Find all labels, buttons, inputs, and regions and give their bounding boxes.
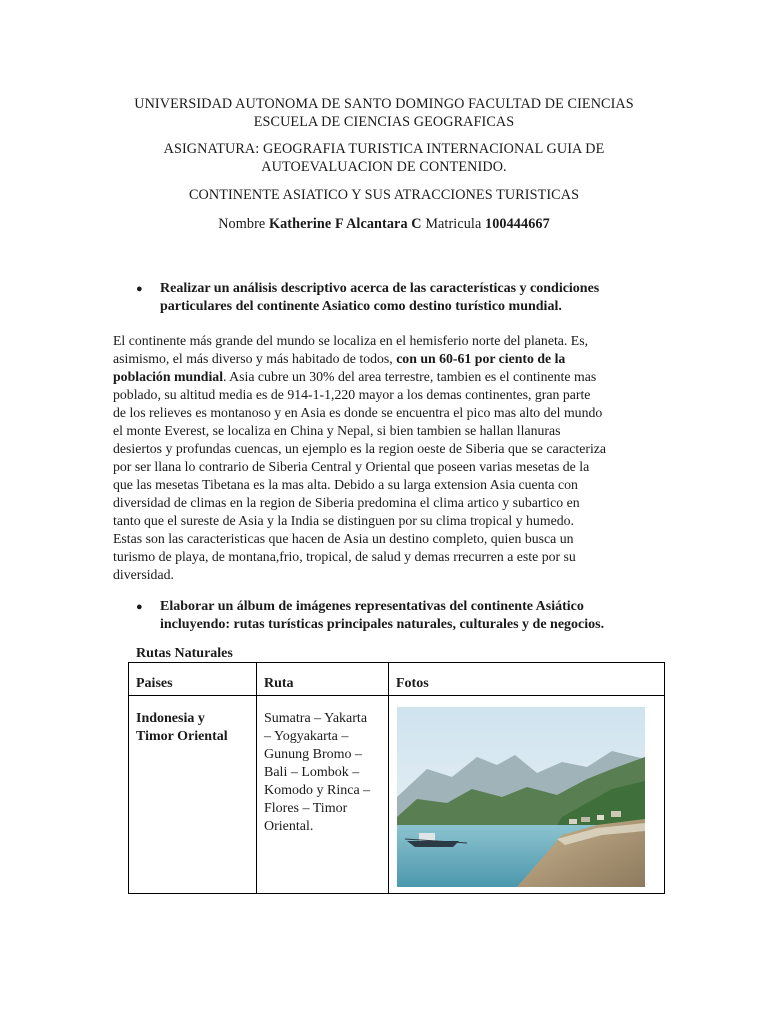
paragraph-text: asimismo, el más diverso y más habitado de todos, <box>113 351 397 366</box>
country-line: Timor Oriental <box>136 729 228 744</box>
cell-fotos <box>389 696 665 894</box>
paragraph-text: . Asia cubre un 30% del area terrestre, tambien es el continente mas <box>223 369 597 384</box>
cell-paises <box>129 696 257 894</box>
bullet-2-line-2: incluyendo: rutas turísticas principales naturales, culturales y de negocios. <box>160 617 605 632</box>
header-label: Fotos <box>396 676 429 691</box>
route-line: Komodo y Rinca – <box>264 783 371 798</box>
paragraph-line: diversidad de climas en la region de Siberia predomina el clima artico y subartico en <box>113 495 580 510</box>
paragraph-line: el monte Everest, se localiza en China y Nepal, si bien tambien se hallan llanuras <box>113 423 561 438</box>
header-label: Paises <box>136 676 173 691</box>
column-header-ruta <box>257 663 389 696</box>
paragraph-line: tanto que el sureste de Asia y la India se distinguen por su clima tropical y humedo. <box>113 513 574 528</box>
paragraph-line: desiertos y profundas cuencas, un ejemplo es la region oeste de Siberia que se caracteriza <box>113 441 607 456</box>
student-name: Katherine F Alcantara C <box>268 216 422 232</box>
route-line: – Yogyakarta – <box>264 729 349 744</box>
paragraph-line: diversidad. <box>113 567 174 582</box>
name-label: Nombre <box>218 216 266 232</box>
column-header-fotos <box>389 663 665 696</box>
description-paragraph <box>113 332 658 584</box>
university-title: UNIVERSIDAD AUTONOMA DE SANTO DOMINGO FACULTAD DE CIENCIAS <box>134 96 634 112</box>
paragraph-line: El continente más grande del mundo se localiza en el hemisferio norte del planeta. Es, <box>113 333 589 348</box>
matricula-number: 100444667 <box>485 216 550 232</box>
bullet-dot-icon: ● <box>136 283 143 295</box>
bullet-2-line-1: Elaborar un álbum de imágenes representativas del continente Asiático <box>160 599 584 614</box>
cell-ruta <box>257 696 389 894</box>
subject-line-1: ASIGNATURA: GEOGRAFIA TURISTICA INTERNACIONAL GUIA DE <box>163 141 605 157</box>
paragraph-line: Estas son las caracteristicas que hacen de Asia un destino completo, quien busca un <box>113 531 574 546</box>
student-line <box>100 215 668 233</box>
route-line: Bali – Lombok – <box>264 765 360 780</box>
bullet-dot-icon: ● <box>136 601 143 613</box>
paragraph-bold-text: con un 60-61 por ciento de la <box>396 351 566 366</box>
route-line: Sumatra – Yakarta <box>264 711 368 726</box>
country-line: Indonesia y <box>136 711 205 726</box>
route-line: Oriental. <box>264 819 314 834</box>
column-header-paises <box>129 663 257 696</box>
table-caption: Rutas Naturales <box>136 646 233 661</box>
table-header-row <box>129 663 665 696</box>
route-line: Flores – Timor <box>264 801 348 816</box>
bullet-1-line-1: Realizar un análisis descriptivo acerca de las características y condiciones <box>160 281 600 296</box>
bullet-1-line-2: particulares del continente Asiatico como destino turístico mundial. <box>160 299 562 314</box>
matricula-label: Matricula <box>425 216 482 232</box>
paragraph-line <box>113 368 658 386</box>
topic-title: CONTINENTE ASIATICO Y SUS ATRACCIONES TURISTICAS <box>188 187 580 203</box>
coastal-landscape-photo <box>397 707 645 887</box>
paragraph-line: poblado, su altitud media es de 914-1-1,220 mayor a los demas continentes, gran parte <box>113 387 591 402</box>
paragraph-line <box>113 350 658 368</box>
paragraph-line: de los relieves es montanoso y en Asia es donde se encuentra el pico mas alto del mundo <box>113 405 603 420</box>
paragraph-line: turismo de playa, de montana,frio, tropical, de salud y demas rrecurren a este por su <box>113 549 576 564</box>
header-label: Ruta <box>264 676 294 691</box>
routes-table <box>128 662 665 894</box>
paragraph-line: por ser llana lo contrario de Siberia Central y Oriental que poseen varias mesetas de la <box>113 459 590 474</box>
paragraph-line: que las mesetas Tibetana es la mas alta. Debido a su larga extension Asia cuenta con <box>113 477 578 492</box>
school-title: ESCUELA DE CIENCIAS GEOGRAFICAS <box>253 114 515 130</box>
paragraph-bold-text: población mundial <box>113 369 224 384</box>
route-line: Gunung Bromo – <box>264 747 362 762</box>
subject-line-2: AUTOEVALUACION DE CONTENIDO. <box>261 159 507 175</box>
table-row <box>129 696 665 894</box>
